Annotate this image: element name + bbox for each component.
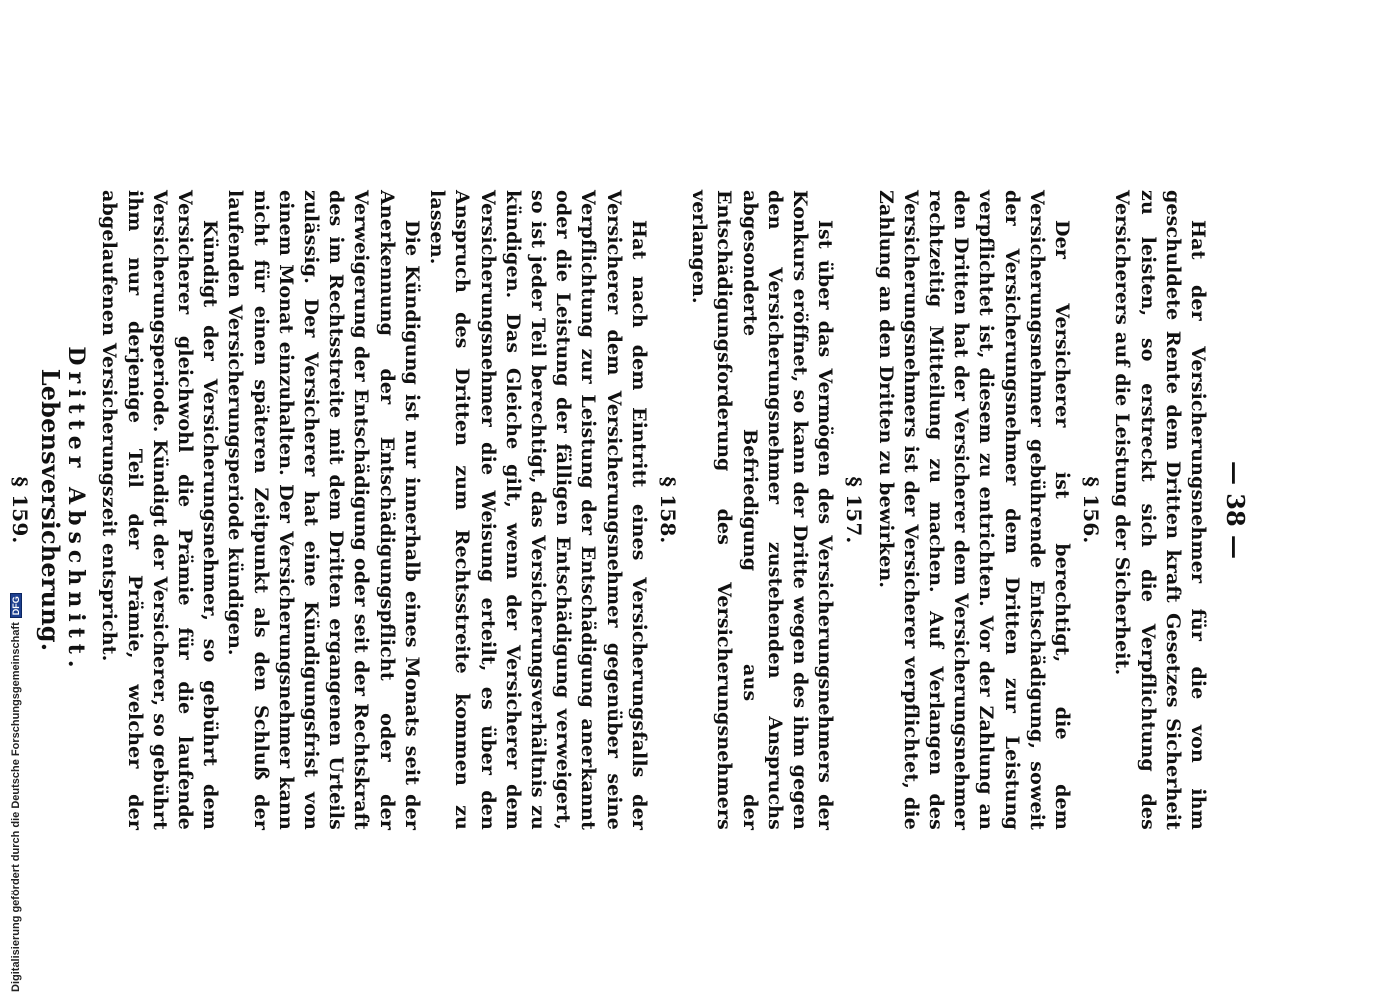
dfg-logo-icon: DFG <box>10 593 22 618</box>
chapter-heading: Dritter Abschnitt. <box>63 346 90 674</box>
section-159-paragraph-1 <box>0 190 3 830</box>
section-158-paragraph-3: Kündigt der Versicherungsnehmer, so gebührt dem Versicherer gleichwohl die Prämie für die laufende Versicherungsperiode. Kündigt der Versicherer, so gebührt ihm nur derjenige Teil der Prämie, welcher der abgelaufenen Versicherungszeit entspricht. <box>98 190 222 830</box>
section-158-paragraph-2: Die Kündigung ist nur innerhalb eines Monats seit der Anerkennung der Entschädigungspflicht oder der Verweigerung der Entschädigung oder seit der Rechtskraft des im Rechtsstreite mit dem Dritten ergangenen Urteils zulässig. Der Versicherer hat eine Kündigungsfrist von einem Monat einzuhalten. Der Versicherungsnehmer kann nicht für einen späteren Zeitpunkt als den Schluß der laufenden Versicherungsperiode kündigen. <box>224 190 423 830</box>
section-156-heading: § 156. <box>1079 476 1104 544</box>
section-157-paragraph: Ist über das Vermögen des Versicherungsnehmers der Konkurs eröffnet, so kann der Dritte wegen des ihm gegen den Versicherungsnehmer zustehenden Anspruchs abgesonderte Befriedigung aus der Entschädigungsforderung des Versicherungsnehmers verlangen. <box>688 190 837 830</box>
section-158-heading: § 158. <box>655 476 680 544</box>
digitization-footer <box>10 593 22 992</box>
intro-paragraph: Hat der Versicherungsnehmer für die von ihm geschuldete Rente dem Dritten kraft Gesetzes Sicherheit zu leisten, so erstreckt sich die Verpflichtung des Versicherers auf die Leistung der Sicherheit. <box>1111 190 1209 830</box>
chapter-title: Lebensversicherung. <box>36 368 66 652</box>
body-text <box>0 190 1210 830</box>
section-157-heading: § 157. <box>842 476 867 544</box>
section-156-paragraph: Der Versicherer ist berechtigt, die dem Versicherungsnehmer gebührende Entschädigung, soweit der Versicherungsnehmer dem Dritten zur Leistung verpflichtet ist, diesem zu entrichten. Vor der Zahlung an den Dritten hat der Versicherer dem Versicherungsnehmer rechtzeitig Mitteilung zu machen. Auf Verlangen des Versicherungsnehmers ist der Versicherer verpflichtet, die Zahlung an den Dritten zu bewirken. <box>874 190 1073 830</box>
page-header: — 38 — <box>1221 460 1250 560</box>
section-158-paragraph-1: Hat nach dem Eintritt eines Versicherungsfalls der Versicherer dem Versicherungsnehmer gegenüber seine Verpflichtung zur Leistung der Entschädigung anerkannt oder die Leistung der fälligen Entschädigung verweigert, so ist jeder Teil berechtigt, das Versicherungsverhältnis zu kündigen. Das Gleiche gilt, wenn der Versicherer dem Versicherungsnehmer die Weisung erteilt, es über den Anspruch des Dritten zum Rechtsstreite kommen zu lassen. <box>426 190 650 830</box>
section-159-heading: § 159. <box>7 476 32 544</box>
footer-text: Digitalisierung gefördert durch die Deutsche Forschungsgemeinschaft <box>10 622 22 992</box>
